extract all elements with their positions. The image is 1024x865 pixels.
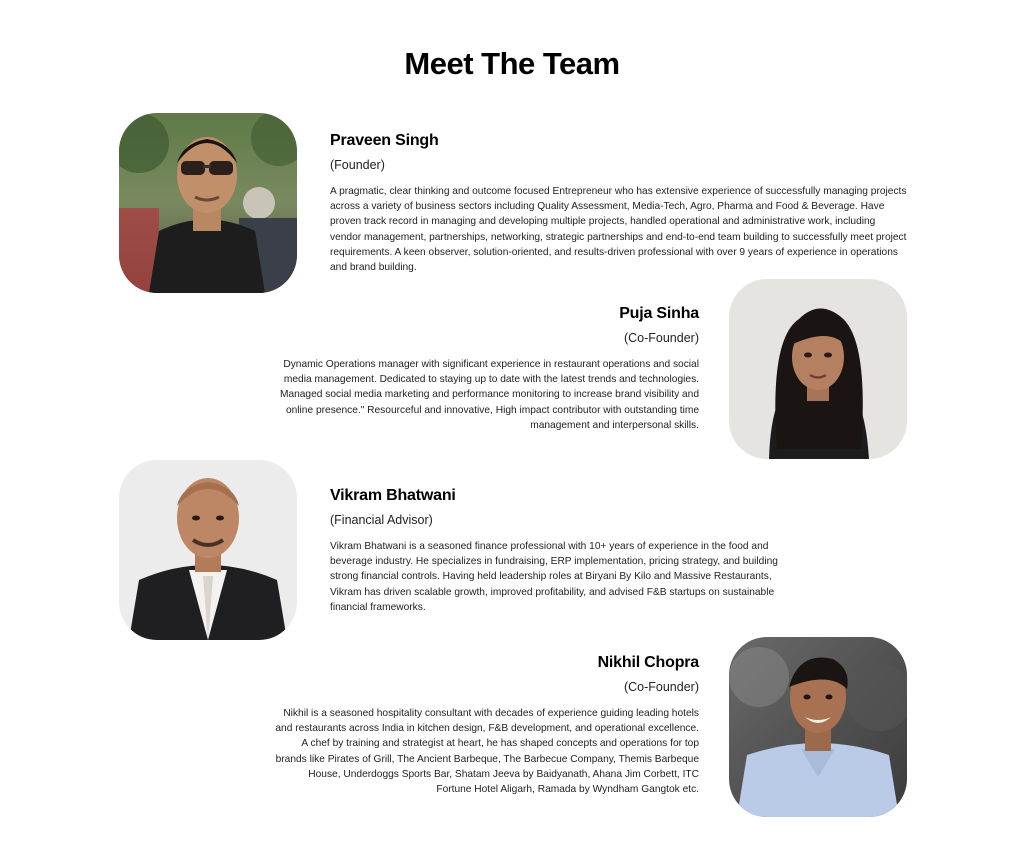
member-role: (Co-Founder) bbox=[623, 331, 699, 345]
member-card-puja-sinha bbox=[262, 305, 699, 433]
member-bio: Nikhil is a seasoned hospitality consultant with decades of experience guiding leading hotels and restaurants across India in kitchen design, F&B development, and operational excellence. A chef by training and strategist at heart, he has shaped concepts and operations for top brands like Pirates of Grill, The Ancient Barbeque, The Barbecue Company, Themis Barbeque House, Underdoggs Sports Bar, Shatam Jeeva by Baidyanath, Ahana Jim Corbett, ITC Fortune Hotel Aligarh, Ramada by Wyndham Gangtok etc. bbox=[275, 708, 699, 796]
member-bio: Vikram Bhatwani is a seasoned finance professional with 10+ years of experience in the food and beverage industry. He specializes in fundraising, ERP implementation, pricing strategy, and building strong financial controls. Having held leadership roles at Biryani By Kilo and Massive Restaurants, Vikram has driven scalable growth, improved profitability, and advised F&B startups on sustainable financial frameworks. bbox=[330, 541, 778, 613]
member-name: Nikhil Chopra bbox=[597, 654, 699, 671]
member-photo-vikram-bhatwani bbox=[119, 460, 297, 640]
member-role: (Financial Advisor) bbox=[330, 513, 433, 527]
member-photo-praveen-singh bbox=[119, 113, 297, 293]
member-photo-nikhil-chopra bbox=[729, 637, 907, 817]
member-role: (Founder) bbox=[330, 158, 385, 172]
member-card-nikhil-chopra bbox=[272, 654, 699, 797]
member-photo-puja-sinha bbox=[729, 279, 907, 459]
member-bio: A pragmatic, clear thinking and outcome focused Entrepreneur who has extensive experience of successfully managing projects across a variety of business sectors including Quality Assessment, Media-Tech, Agro, Pharma and Food & Beverage. Have proven track record in managing and developing multiple projects, handled operational and administrative work, including vendor management, partnerships, networking, strategic partnerships and end-to-end team building to successfully meet project requirements. A keen observer, solution-oriented, and results-driven professional with over 9 years of experience in operations and brand building. bbox=[330, 186, 907, 274]
member-card-vikram-bhatwani bbox=[330, 487, 780, 615]
member-name: Praveen Singh bbox=[330, 132, 439, 149]
page-title: Meet The Team bbox=[404, 46, 620, 81]
member-card-praveen-singh bbox=[330, 132, 908, 275]
member-bio: Dynamic Operations manager with significant experience in restaurant operations and social media management. Dedicated to staying up to date with the latest trends and technologies. Managed social media marketing and performance monitoring to increase brand visibility and online presence." Resourceful and innovative, High impact contributor with outstanding time management and interpersonal skills. bbox=[279, 359, 699, 431]
member-name: Vikram Bhatwani bbox=[330, 487, 456, 504]
member-name: Puja Sinha bbox=[619, 305, 699, 322]
member-role: (Co-Founder) bbox=[623, 680, 699, 694]
